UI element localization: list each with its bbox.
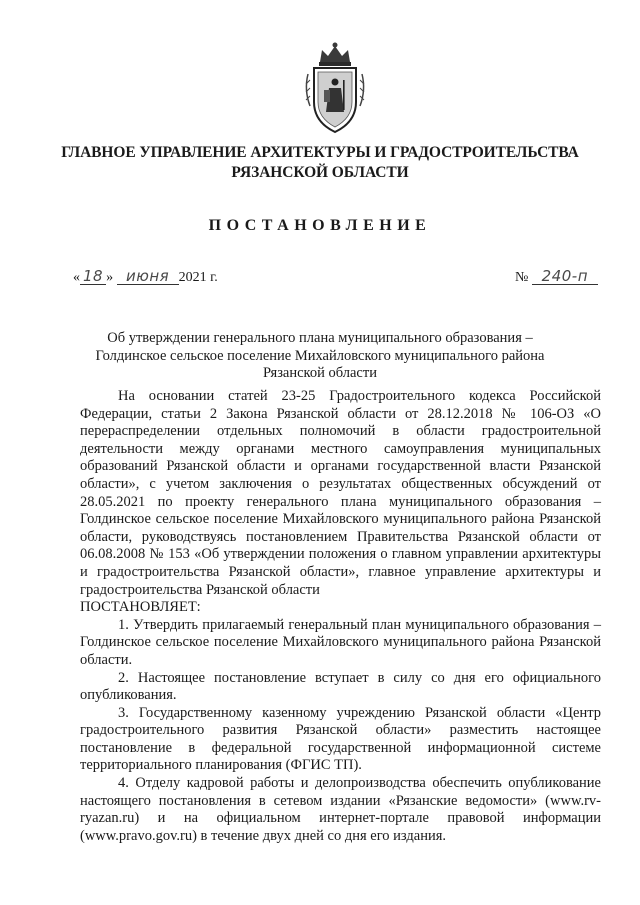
document-body [80,388,601,845]
resolution-item-2: 2. Настоящее постановление вступает в силу со дня его официального опубликования. [80,669,601,704]
number-value: 240-п [532,268,598,285]
document-date [73,268,218,286]
date-number-row [0,268,640,290]
resolution-item-1: 1. Утвердить прилагаемый генеральный план муниципального образования – Голдинское сельское поселение Михайловского муниципального района Рязанской области. [80,616,601,668]
subject-line2: Голдинское сельское поселение Михайловского муниципального района [95,347,545,364]
date-month: июня [117,268,179,285]
date-quote-close: » [106,270,114,285]
organization-name [40,143,600,183]
subject-line3: Рязанской области [263,365,377,381]
number-prefix: № [515,270,529,285]
org-name-line1: ГЛАВНОЕ УПРАВЛЕНИЕ АРХИТЕКТУРЫ И ГРАДОСТРОИТЕЛЬСТВА [61,144,579,161]
date-quote-open: « [73,270,80,285]
document-type: ПОСТАНОВЛЕНИЕ [208,217,432,234]
subject-line1: Об утверждении генерального плана муниципального образования – [107,330,533,346]
resolution-item-4: 4. Отделу кадровой работы и делопроизводства обеспечить опубликование настоящего постановления в сетевом издании «Рязанские ведомости» (www.rv-ryazan.ru) и на официальном интернет-портале правовой информации (www.pravo.gov.ru) в течение двух дней со дня его издания. [80,775,601,844]
preamble-paragraph: На основании статей 23-25 Градостроительного кодекса Российской Федерации, статьи 2 Закона Рязанской области от 28.12.2018 № 106-ОЗ «О перераспределении отдельных полномочий в области градостроительной деятельности между органами местного самоуправления муниципальных образований Рязанской области и органами государственной власти Рязанской области», с учетом заключения о результатах общественных обсуждений от 28.05.2021 по проекту генерального плана муниципального образования – Голдинское сельское поселение Михайловского муниципального района Рязанской области, руководствуясь постановлением Правительства Рязанской области от 06.08.2008 № 153 «Об утверждении положения о главном управлении архитектуры и градостроительства Рязанской области», главное управление архитектуры и градостроительства Рязанской области [80,388,601,598]
resolution-item-3: 3. Государственному казенному учреждению Рязанской области «Центр градостроительного развития Рязанской области» разместить настоящее постановление в федеральной государственной информационной системе территориального планирования (ФГИС ТП). [80,704,601,774]
resolve-keyword: ПОСТАНОВЛЯЕТ: [80,599,201,616]
date-day: 18 [80,268,106,285]
document-number [515,268,598,286]
org-name-line2: РЯЗАНСКОЙ ОБЛАСТИ [231,164,409,181]
date-year: 2021 г. [178,270,218,285]
document-subject [70,330,570,383]
ryazan-coat-of-arms-icon [300,40,370,136]
